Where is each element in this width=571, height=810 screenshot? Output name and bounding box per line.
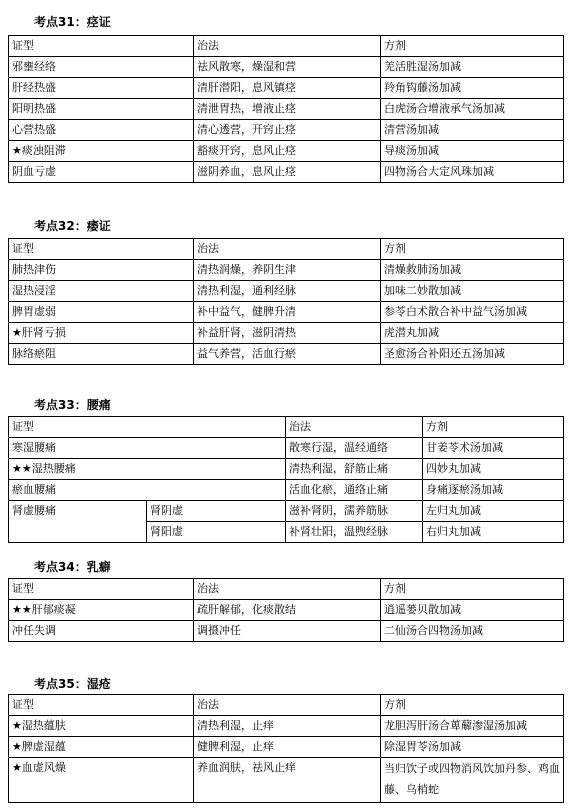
table-row bbox=[9, 302, 564, 323]
cell-type: 肝经热盛 bbox=[9, 78, 194, 99]
table-row bbox=[9, 120, 564, 141]
cell-formula: 龙胆泻肝汤合萆薢渗湿汤加减 bbox=[381, 716, 564, 737]
table-row bbox=[9, 501, 564, 522]
table-row bbox=[9, 459, 564, 480]
cell-method: 清热利湿，舒筋止痛 bbox=[286, 459, 423, 480]
table-32 bbox=[8, 238, 564, 365]
cell-method: 滋补肾阴，濡养筋脉 bbox=[286, 501, 423, 522]
table-row bbox=[9, 323, 564, 344]
cell-formula: 逍遥蒌贝散加减 bbox=[381, 600, 564, 621]
cell-method: 滋阴养血，息风止痉 bbox=[194, 162, 381, 183]
table-31 bbox=[8, 35, 564, 183]
cell-method: 清热利湿，通利经脉 bbox=[194, 281, 381, 302]
cell-method: 清肝潜阳，息风镇痉 bbox=[194, 78, 381, 99]
table-row bbox=[9, 737, 564, 758]
table-header bbox=[9, 579, 564, 600]
cell-formula: 羌活胜湿汤加减 bbox=[381, 57, 564, 78]
cell-method: 调摄冲任 bbox=[194, 621, 381, 642]
table-33 bbox=[8, 416, 564, 543]
header-type: 证型 bbox=[9, 36, 194, 57]
cell-formula: 虎潜丸加减 bbox=[381, 323, 564, 344]
cell-formula: 白虎汤合增液承气汤加减 bbox=[381, 99, 564, 120]
cell-type: 脉络瘀阻 bbox=[9, 344, 194, 365]
cell-formula: 当归饮子或四物消风饮加丹参、鸡血藤、乌梢蛇 bbox=[381, 758, 564, 803]
header-type: 证型 bbox=[9, 579, 194, 600]
section-title: 考点34：乳癖 bbox=[34, 560, 111, 574]
header-type: 证型 bbox=[9, 417, 286, 438]
cell-type: ★血虚风燥 bbox=[9, 758, 194, 803]
cell-formula: 二仙汤合四物汤加减 bbox=[381, 621, 564, 642]
section-title: 考点32：痿证 bbox=[34, 219, 111, 233]
cell-method: 豁痰开窍，息风止痉 bbox=[194, 141, 381, 162]
table-header bbox=[9, 417, 564, 438]
header-formula: 方剂 bbox=[381, 579, 564, 600]
header-formula: 方剂 bbox=[381, 239, 564, 260]
table-header bbox=[9, 695, 564, 716]
cell-method: 清心透营，开窍止痉 bbox=[194, 120, 381, 141]
section-title: 考点33：腰痛 bbox=[34, 398, 111, 412]
cell-formula: 除湿胃苓汤加减 bbox=[381, 737, 564, 758]
cell-method: 疏肝解郁，化痰散结 bbox=[194, 600, 381, 621]
cell-type: ★★肝郁痰凝 bbox=[9, 600, 194, 621]
cell-formula: 导痰汤加减 bbox=[381, 141, 564, 162]
table-row bbox=[9, 141, 564, 162]
table-row bbox=[9, 78, 564, 99]
cell-formula: 加味二妙散加减 bbox=[381, 281, 564, 302]
header-formula: 方剂 bbox=[381, 695, 564, 716]
cell-formula: 甘姜苓术汤加减 bbox=[423, 438, 564, 459]
table-row bbox=[9, 281, 564, 302]
cell-formula: 清燥救肺汤加减 bbox=[381, 260, 564, 281]
cell-type: 寒湿腰痛 bbox=[9, 438, 286, 459]
header-formula: 方剂 bbox=[381, 36, 564, 57]
table-header bbox=[9, 239, 564, 260]
cell-method: 祛风散寒，燥湿和营 bbox=[194, 57, 381, 78]
cell-type: 脾胃虚弱 bbox=[9, 302, 194, 323]
cell-subtype: 肾阳虚 bbox=[147, 522, 286, 543]
cell-formula: 身痛逐瘀汤加减 bbox=[423, 480, 564, 501]
cell-type: ★湿热蕴肤 bbox=[9, 716, 194, 737]
header-formula: 方剂 bbox=[423, 417, 564, 438]
cell-type: 瘀血腰痛 bbox=[9, 480, 286, 501]
header-type: 证型 bbox=[9, 239, 194, 260]
cell-formula: 羚角钩藤汤加减 bbox=[381, 78, 564, 99]
cell-type: 心营热盛 bbox=[9, 120, 194, 141]
cell-type: 阴血亏虚 bbox=[9, 162, 194, 183]
cell-formula: 圣愈汤合补阳还五汤加减 bbox=[381, 344, 564, 365]
header-type: 证型 bbox=[9, 695, 194, 716]
cell-method: 补中益气，健脾升清 bbox=[194, 302, 381, 323]
cell-formula: 四物汤合大定风珠加减 bbox=[381, 162, 564, 183]
cell-method: 益气养营，活血行瘀 bbox=[194, 344, 381, 365]
table-header bbox=[9, 36, 564, 57]
table-row bbox=[9, 716, 564, 737]
header-method: 治法 bbox=[194, 695, 381, 716]
cell-method: 养血润肤，祛风止痒 bbox=[194, 758, 381, 803]
header-method: 治法 bbox=[286, 417, 423, 438]
cell-type: ★肝肾亏损 bbox=[9, 323, 194, 344]
table-row bbox=[9, 162, 564, 183]
cell-type: 肾虚腰痛 bbox=[9, 501, 147, 543]
table-row bbox=[9, 438, 564, 459]
cell-formula: 清营汤加减 bbox=[381, 120, 564, 141]
cell-type: ★痰浊阻滞 bbox=[9, 141, 194, 162]
section-title: 考点31：痉证 bbox=[34, 15, 111, 29]
cell-method: 清热润燥，养阴生津 bbox=[194, 260, 381, 281]
cell-type: ★脾虚湿蕴 bbox=[9, 737, 194, 758]
cell-method: 补肾壮阳，温煦经脉 bbox=[286, 522, 423, 543]
cell-formula: 参苓白术散合补中益气汤加减 bbox=[381, 302, 564, 323]
cell-type: 冲任失调 bbox=[9, 621, 194, 642]
table-row bbox=[9, 758, 564, 803]
cell-formula: 左归丸加减 bbox=[423, 501, 564, 522]
cell-formula: 右归丸加减 bbox=[423, 522, 564, 543]
cell-method: 活血化瘀，通络止痛 bbox=[286, 480, 423, 501]
table-34 bbox=[8, 578, 564, 642]
cell-method: 补益肝肾，滋阴清热 bbox=[194, 323, 381, 344]
header-method: 治法 bbox=[194, 36, 381, 57]
cell-method: 散寒行湿，温经通络 bbox=[286, 438, 423, 459]
cell-method: 健脾利湿，止痒 bbox=[194, 737, 381, 758]
header-method: 治法 bbox=[194, 239, 381, 260]
cell-type: ★★湿热腰痛 bbox=[9, 459, 286, 480]
cell-type: 邪壅经络 bbox=[9, 57, 194, 78]
cell-type: 阳明热盛 bbox=[9, 99, 194, 120]
cell-method: 清热利湿，止痒 bbox=[194, 716, 381, 737]
table-row bbox=[9, 480, 564, 501]
table-row bbox=[9, 99, 564, 120]
table-row bbox=[9, 621, 564, 642]
header-method: 治法 bbox=[194, 579, 381, 600]
cell-method: 清泄胃热，增液止痉 bbox=[194, 99, 381, 120]
section-title: 考点35：湿疮 bbox=[34, 677, 111, 691]
table-row bbox=[9, 57, 564, 78]
table-row bbox=[9, 344, 564, 365]
cell-type: 肺热津伤 bbox=[9, 260, 194, 281]
cell-subtype: 肾阴虚 bbox=[147, 501, 286, 522]
table-row bbox=[9, 600, 564, 621]
cell-formula: 四妙丸加减 bbox=[423, 459, 564, 480]
table-row bbox=[9, 260, 564, 281]
table-35 bbox=[8, 694, 564, 803]
cell-type: 湿热浸淫 bbox=[9, 281, 194, 302]
